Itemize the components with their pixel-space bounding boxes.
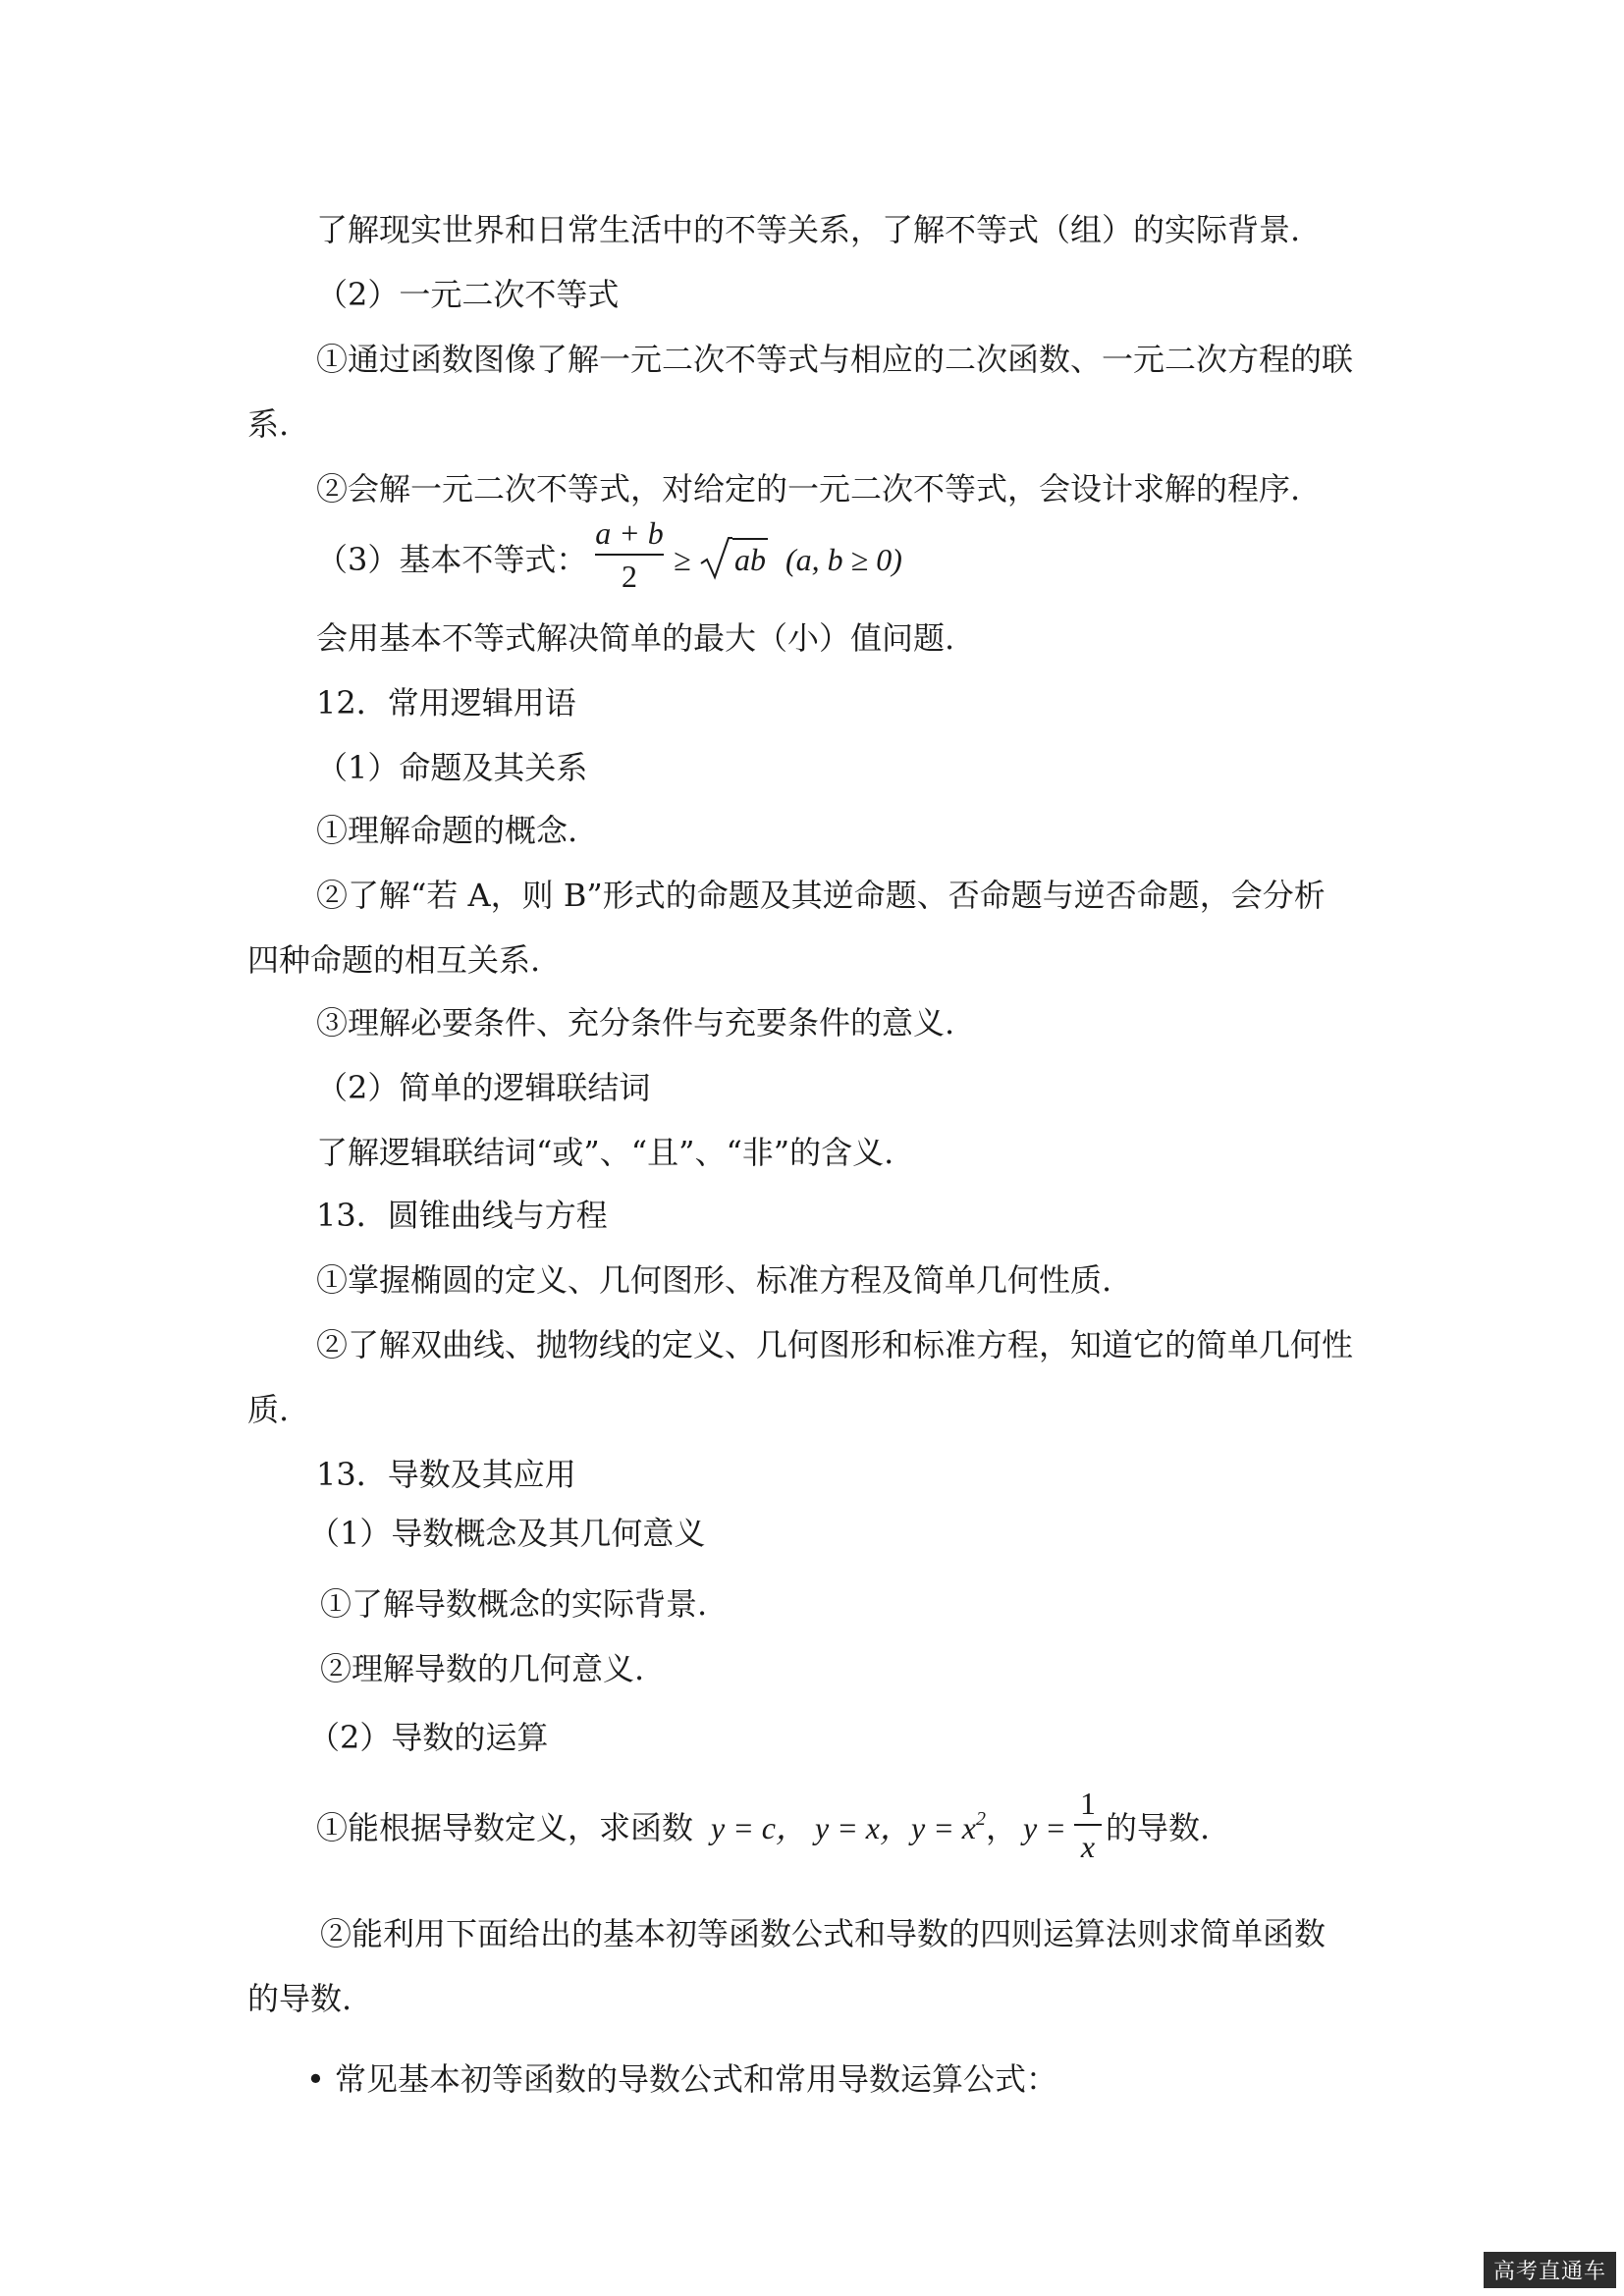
text-line: 质. bbox=[247, 1391, 290, 1428]
subsection-heading: （2）一元二次不等式 bbox=[316, 276, 620, 313]
text-line: 系. bbox=[247, 405, 290, 443]
fraction-denominator: x bbox=[1080, 1829, 1096, 1864]
watermark-logo: 高考直通车 bbox=[1484, 2252, 1616, 2288]
text-line: ①掌握椭圆的定义、几何图形、标准方程及简单几何性质. bbox=[316, 1261, 1112, 1299]
text-line: 了解现实世界和日常生活中的不等关系，了解不等式（组）的实际背景. bbox=[316, 211, 1301, 248]
fraction-numerator: a + b bbox=[595, 515, 664, 551]
text-line: ③理解必要条件、充分条件与充要条件的意义. bbox=[316, 1004, 955, 1041]
function-y-x-squared: $y = x^2$， bbox=[911, 1808, 1018, 1845]
text-line: ②能利用下面给出的基本初等函数公式和导数的四则运算法则求简单函数 bbox=[320, 1915, 1326, 1952]
fraction-bar bbox=[1074, 1824, 1102, 1826]
fraction-denominator: 2 bbox=[622, 559, 637, 594]
fraction-numerator: 1 bbox=[1080, 1786, 1096, 1821]
text-line: ①通过函数图像了解一元二次不等式与相应的二次函数、一元二次方程的联 bbox=[316, 341, 1354, 378]
sqrt-radicand: ab bbox=[734, 542, 766, 577]
text-line: 了解逻辑联结词“或”、“且”、“非”的含义. bbox=[316, 1134, 894, 1171]
fraction-bar bbox=[595, 554, 664, 556]
subsection-heading: （3）基本不等式： bbox=[316, 541, 588, 578]
subsection-heading: （1）导数概念及其几何意义 bbox=[308, 1515, 706, 1552]
section-heading: 13．圆锥曲线与方程 bbox=[316, 1197, 608, 1234]
subsection-heading: （2）简单的逻辑联结词 bbox=[316, 1069, 651, 1106]
text-line: ②了解双曲线、抛物线的定义、几何图形和标准方程，知道它的简单几何性 bbox=[316, 1326, 1354, 1363]
subsection-heading: （1）命题及其关系 bbox=[316, 749, 588, 786]
text-line: ②会解一元二次不等式，对给定的一元二次不等式，会设计求解的程序. bbox=[316, 470, 1301, 507]
section-heading: 12．常用逻辑用语 bbox=[316, 684, 576, 721]
text-line: ②了解“若 A，则 B”形式的命题及其逆命题、否命题与逆否命题，会分析 bbox=[316, 877, 1326, 914]
function-y-c: y = c， bbox=[711, 1810, 808, 1845]
inequality-condition: (a, b ≥ 0) bbox=[785, 542, 902, 577]
sqrt-symbol bbox=[699, 536, 732, 581]
text-line: ①理解命题的概念. bbox=[316, 812, 578, 849]
text-line: 的导数. bbox=[1106, 1809, 1211, 1846]
text-line: ①能根据导数定义，求函数 bbox=[316, 1809, 694, 1846]
function-y-x: y = x， bbox=[815, 1810, 912, 1845]
text-line: ②理解导数的几何意义. bbox=[320, 1650, 645, 1687]
text-line: 四种命题的相互关系. bbox=[247, 941, 541, 979]
function-y-reciprocal-lhs: y = bbox=[1023, 1810, 1066, 1845]
reciprocal-fraction bbox=[1074, 1785, 1102, 1865]
text-line: 的导数. bbox=[247, 1980, 352, 2017]
inequality-fraction bbox=[595, 514, 664, 595]
ge-symbol: ≥ bbox=[674, 542, 691, 577]
text-line: 会用基本不等式解决简单的最大（小）值问题. bbox=[316, 619, 955, 657]
bullet-line: • 常见基本初等函数的导数公式和常用导数运算公式： bbox=[306, 2060, 1058, 2098]
subsection-heading: （2）导数的运算 bbox=[308, 1719, 549, 1756]
section-heading: 13．导数及其应用 bbox=[316, 1456, 576, 1493]
text-line: ①了解导数概念的实际背景. bbox=[320, 1585, 708, 1623]
